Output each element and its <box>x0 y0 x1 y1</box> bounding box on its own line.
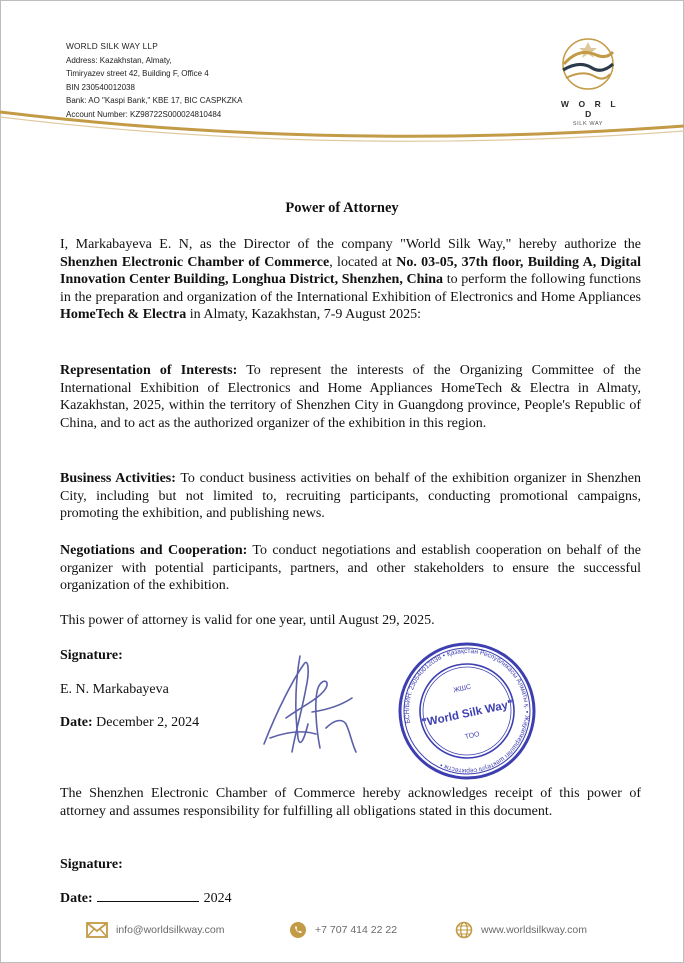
company-bank: Bank: AO "Kaspi Bank," KBE 17, BIC CASPKZKA <box>66 96 243 106</box>
seal-ring-text: БСН/БИН: 230540012038 • Қазақстан Республикасы Алматы қ. • Жауапкершілігі шектеулі серіктестік • <box>403 647 531 775</box>
footer <box>0 918 684 942</box>
second-date-label: Date: <box>60 891 93 906</box>
company-bin: BIN 230540012038 <box>66 82 135 92</box>
intro-text-3: to perform the following functions in the preparation and organization of the International Exhibition of Electronics and Home Appliances <box>60 272 641 305</box>
second-signature-label: Signature: <box>60 857 123 872</box>
envelope-icon <box>86 922 108 938</box>
company-street: Timiryazev street 42, Building F, Office 4 <box>66 69 209 79</box>
intro-paragraph <box>60 236 641 324</box>
seal-center-text: "World Silk Way" <box>420 698 515 730</box>
handwritten-signature <box>256 648 376 768</box>
company-logo <box>554 34 622 127</box>
representation-text: To represent the interests of the Organizing Committee of the International Exhibition of Electronics and Home Appliances HomeTech & Electra in Almaty, Kazakhstan, 2025, within the territory of Shenzhen City in Guangdong province, People's Republic of China, and to act as the authorized organizer of the exhibition in this region. <box>60 363 641 431</box>
footer-email-text[interactable]: info@worldsilkway.com <box>116 924 225 936</box>
negotiations-text: To conduct negotiations and establish cooperation on behalf of the organizer with potential participants, partners, and other stakeholders to ensure the successful organization of the exhibition. <box>60 543 641 594</box>
negotiations-paragraph <box>60 542 641 595</box>
footer-phone-text[interactable]: +7 707 414 22 22 <box>315 924 398 936</box>
globe-logo-icon <box>558 34 618 94</box>
acknowledgement-paragraph: The Shenzhen Electronic Chamber of Commerce hereby acknowledges receipt of this power of attorney and assumes responsibility for fulfilling all obligations stated in this document. <box>60 786 641 819</box>
footer-email <box>86 918 225 942</box>
footer-website-text[interactable]: www.worldsilkway.com <box>481 924 587 936</box>
seal-top-text: ЖШС <box>452 683 472 695</box>
footer-website <box>455 918 587 942</box>
second-date-line <box>60 889 232 908</box>
date-label: Date: <box>60 715 93 730</box>
validity-statement: This power of attorney is valid for one year, until August 29, 2025. <box>60 613 435 628</box>
seal-bottom-text: ТОО <box>464 730 481 741</box>
globe-icon <box>455 921 473 939</box>
intro-text-1: I, Markabayeva E. N, as the Director of the company "World Silk Way," hereby authorize the <box>60 237 641 252</box>
intro-text-2: , located at <box>329 254 397 270</box>
intro-chamber-name: Shenzhen Electronic Chamber of Commerce <box>60 254 330 270</box>
whatsapp-phone-icon <box>289 921 307 939</box>
business-label: Business Activities: <box>60 471 176 486</box>
date-blank-line[interactable] <box>97 889 199 902</box>
signatory-name: E. N. Markabayeva <box>60 682 169 697</box>
company-seal <box>396 640 538 782</box>
company-account: Account Number: KZ98722S000024810484 <box>66 109 222 119</box>
logo-word: W O R L D <box>560 99 620 119</box>
representation-label: Representation of Interests: <box>60 363 238 378</box>
representation-paragraph <box>60 362 641 432</box>
signature-date <box>60 714 199 732</box>
logo-subtitle: SILK WAY <box>572 121 604 127</box>
footer-phone <box>289 918 397 942</box>
signature-label: Signature: <box>60 648 123 663</box>
intro-text-4: in Almaty, Kazakhstan, 7-9 August 2025: <box>186 307 421 323</box>
company-address: Address: Kazakhstan, Almaty, <box>66 55 172 65</box>
business-text: To conduct business activities on behalf of the exhibition organizer in Shenzhen City, including but not limited to, recruiting participants, conducting promotional campaigns, promoting the exhibition, and publishing news. <box>60 471 642 522</box>
second-date-year: 2024 <box>200 891 232 906</box>
intro-exhibition-name: HomeTech & Electra <box>60 307 187 323</box>
date-value: December 2, 2024 <box>92 715 200 730</box>
document-title: Power of Attorney <box>285 200 399 216</box>
business-paragraph <box>60 470 641 523</box>
intro-chamber-address: No. 03-05, 37th floor, Building A, Digital Innovation Center Building, Longhua District, Shenzhen, China <box>60 254 641 288</box>
company-name: WORLD SILK WAY LLP <box>66 41 158 51</box>
negotiations-label: Negotiations and Cooperation: <box>60 543 248 558</box>
